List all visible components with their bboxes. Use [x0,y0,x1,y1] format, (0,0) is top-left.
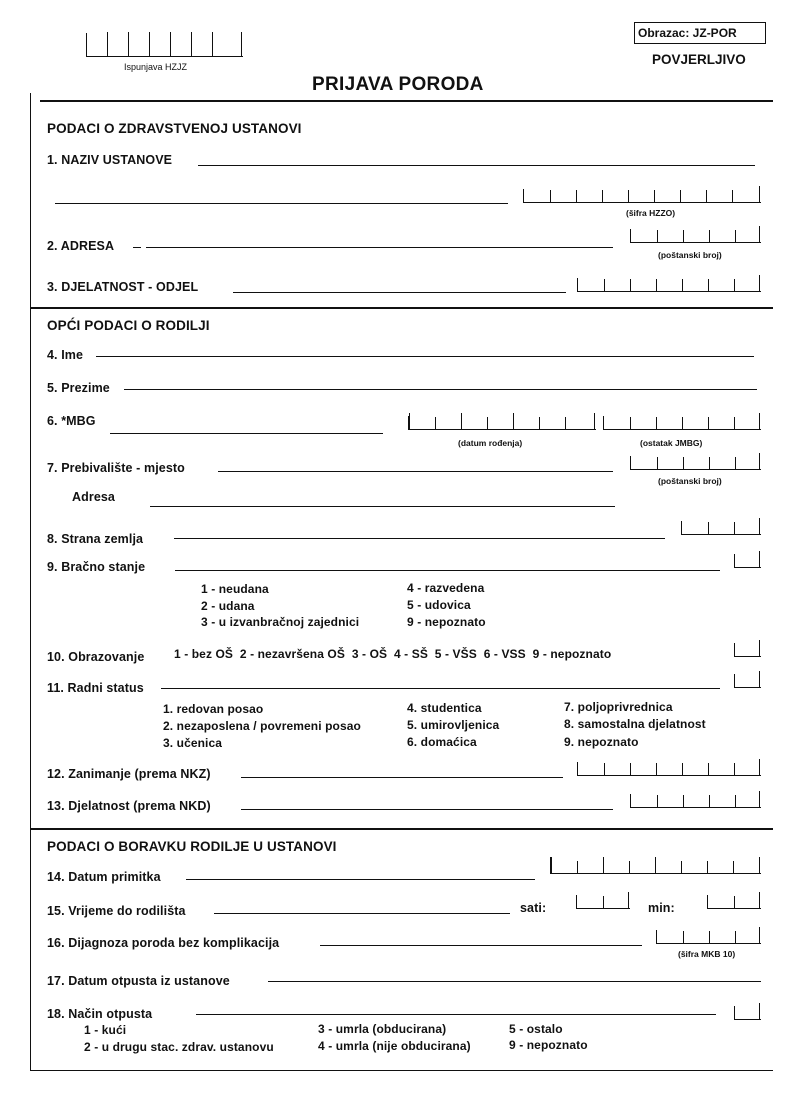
q12-occupation-field[interactable] [241,777,563,778]
q18-option: 9 - nepoznato [509,1038,588,1052]
q18-option: 4 - umrla (nije obducirana) [318,1039,471,1053]
q10-options: 1 - bez OŠ 2 - nezavršena OŠ 3 - OŠ 4 - SŠ 5 - VŠS 6 - VSS 9 - nepoznato [174,647,612,661]
q6-label: 6. *MBG [47,414,96,428]
q11-option: 8. samostalna djelatnost [564,717,706,731]
q15-hours-boxes[interactable] [576,895,630,909]
q5-label: 5. Prezime [47,381,110,395]
q4-label: 4. Ime [47,348,84,362]
q15-hours-label: sati: [520,901,547,915]
section-title-mother: OPĆI PODACI O RODILJI [47,318,210,333]
section-title-institution: PODACI O ZDRAVSTVENOJ USTANOVI [47,121,302,136]
q7-residence-field[interactable] [218,471,613,472]
q2-address-field[interactable] [146,247,613,248]
q18-option: 2 - u drugu stac. zdrav. ustanovu [84,1040,274,1054]
q11-option: 6. domaćica [407,735,477,749]
q11-work-status-field[interactable] [161,688,720,689]
q14-admission-date-field[interactable] [186,879,535,880]
q6-mbg-field[interactable] [110,433,383,434]
q1-institution-name-field-line2[interactable] [55,203,508,204]
q6-caption-jmbg: (ostatak JMBG) [640,438,703,448]
q11-option: 4. studentica [407,701,482,715]
q11-option: 1. redovan posao [163,702,264,716]
q17-discharge-date-field[interactable] [268,981,761,982]
q3-activity-code-boxes[interactable] [577,278,761,292]
q18-option: 5 - ostalo [509,1022,563,1036]
q15-label: 15. Vrijeme do rodilišta [47,904,186,918]
q12-label: 12. Zanimanje (prema NKZ) [47,767,211,781]
q10-code-box[interactable] [734,643,761,657]
q1-caption: (šifra HZZO) [626,208,676,218]
q9-code-box[interactable] [734,554,761,568]
q7-address-field[interactable] [150,506,615,507]
q16-caption: (šifra MKB 10) [678,949,736,959]
page-title: PRIJAVA PORODA [312,74,484,95]
q13-activity-field[interactable] [241,809,613,810]
q7-caption: (poštanski broj) [658,476,722,486]
q11-label: 11. Radni status [47,681,144,695]
q1-label: 1. NAZIV USTANOVE [47,153,173,167]
q13-label: 13. Djelatnost (prema NKD) [47,799,211,813]
q4-first-name-field[interactable] [96,356,754,357]
q18-code-box[interactable] [734,1006,761,1020]
q12-occupation-code-boxes[interactable] [577,762,761,776]
section-divider-1 [31,307,773,309]
q9-option: 4 - razvedena [407,581,485,595]
q9-label: 9. Bračno stanje [47,560,146,574]
q7-label: 7. Prebivalište - mjesto [47,461,185,475]
form-code: Obrazac: JZ-POR [634,22,766,44]
q9-marital-status-field[interactable] [175,570,720,571]
q2-postal-code-boxes[interactable] [630,229,761,243]
q11-option: 3. učenica [163,736,223,750]
hzjz-caption: Ispunjava HZJZ [124,62,188,72]
q18-discharge-mode-field[interactable] [196,1014,716,1015]
q16-diagnosis-code-boxes[interactable] [656,930,761,944]
q18-option: 1 - kući [84,1023,127,1037]
hzjz-code-boxes[interactable] [86,33,243,57]
q11-option: 5. umirovljenica [407,718,500,732]
q1-institution-name-field[interactable] [198,165,755,166]
q16-label: 16. Dijagnoza poroda bez komplikacija [47,936,280,950]
q9-option: 9 - nepoznato [407,615,486,629]
q3-label: 3. DJELATNOST - ODJEL [47,280,199,294]
q8-label: 8. Strana zemlja [47,532,144,546]
q6-jmbg-rest-boxes[interactable] [603,416,761,430]
q6-birth-date-boxes[interactable] [408,416,596,430]
confidential-label: POVJERLJIVO [652,52,746,67]
q11-code-box[interactable] [734,674,761,688]
q14-date-boxes[interactable] [550,857,761,874]
q17-label: 17. Datum otpusta iz ustanove [47,974,230,988]
q2-caption: (poštanski broj) [658,250,722,260]
q2-label: 2. ADRESA [47,239,115,253]
q11-option: 9. nepoznato [564,735,639,749]
q10-label: 10. Obrazovanje [47,650,145,664]
q9-option: 1 - neudana [201,582,269,596]
q9-option: 2 - udana [201,599,255,613]
q18-option: 3 - umrla (obducirana) [318,1022,447,1036]
q9-option: 5 - udovica [407,598,471,612]
q15-travel-time-field[interactable] [214,913,510,914]
q15-minutes-label: min: [648,901,675,915]
q1-hzzo-code-boxes[interactable] [523,189,761,203]
q3-activity-field[interactable] [233,292,566,293]
q16-diagnosis-field[interactable] [320,945,642,946]
q9-option: 3 - u izvanbračnoj zajednici [201,615,360,629]
q2-address-field-start[interactable] [133,247,141,248]
section-divider-2 [31,828,773,830]
q15-minutes-boxes[interactable] [707,895,761,909]
q8-country-code-boxes[interactable] [681,521,761,535]
q6-caption-birth-date: (datum rođenja) [458,438,523,448]
q7-address-label: Adresa [72,490,115,504]
q11-option: 7. poljoprivrednica [564,700,673,714]
q8-foreign-country-field[interactable] [174,538,665,539]
q5-surname-field[interactable] [124,389,757,390]
q7-postal-code-boxes[interactable] [630,456,761,470]
q11-option: 2. nezaposlena / povremeni posao [163,719,361,733]
q13-activity-code-boxes[interactable] [630,794,761,808]
q18-label: 18. Način otpusta [47,1007,153,1021]
q14-label: 14. Datum primitka [47,870,161,884]
section-title-stay: PODACI O BORAVKU RODILJE U USTANOVI [47,839,337,854]
